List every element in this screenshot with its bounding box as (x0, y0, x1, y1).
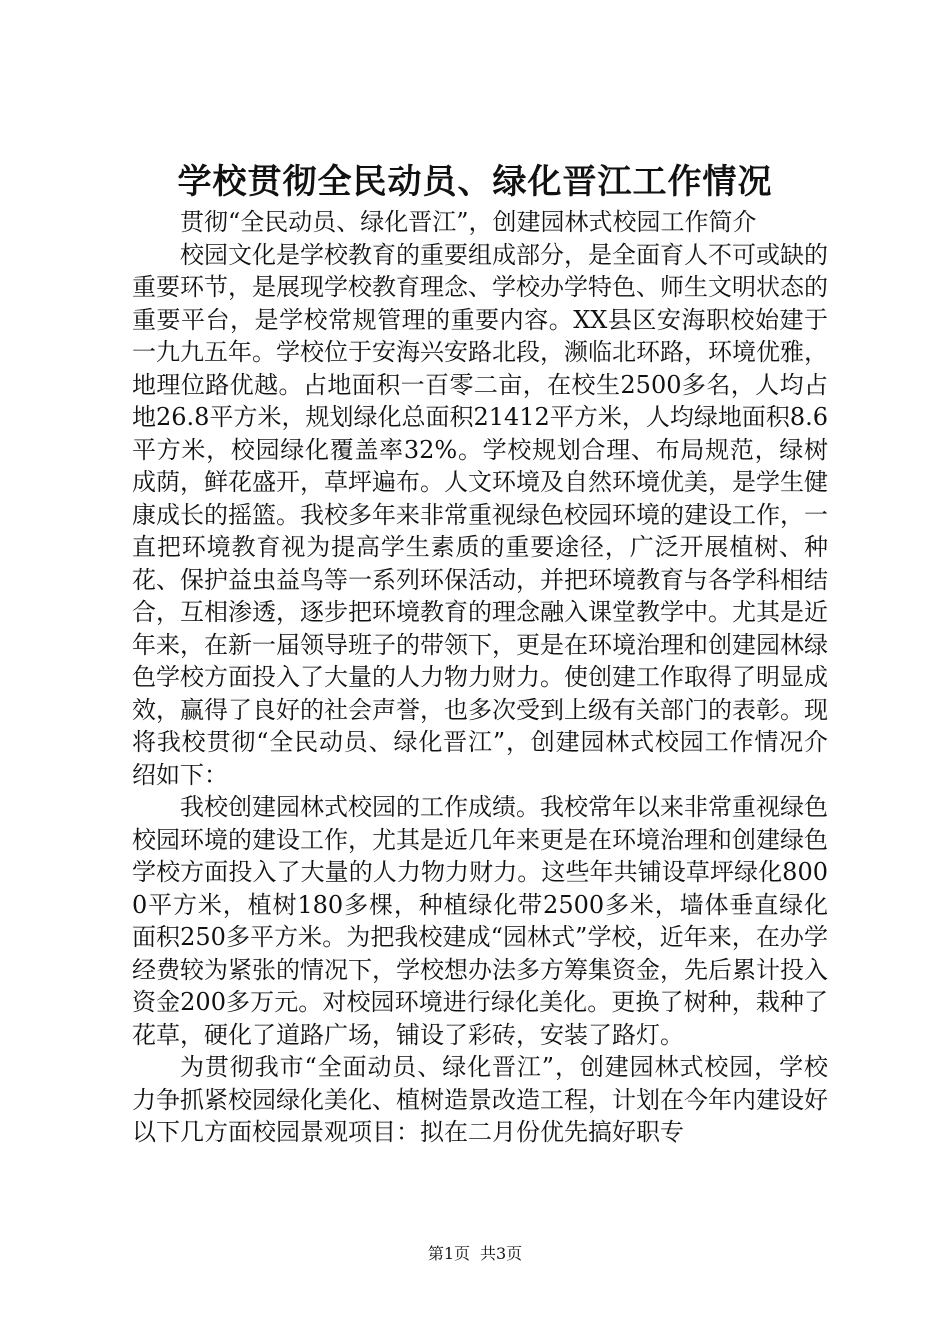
page-total: 共3页 (480, 1244, 523, 1263)
paragraph-intro-heading: 贯彻“全民动员、绿化晋江”，创建园林式校园工作简介 (180, 208, 757, 236)
document-title: 学校贯彻全民动员、绿化晋江工作情况 (177, 162, 773, 202)
page-footer (0, 1244, 950, 1264)
paragraph-campus-culture: 校园文化是学校教育的重要组成部分，是全面育人不可或缺的重要环节，是展现学校教育理念、学校办学特色、师生文明状态的重要平台，是学校常规管理的重要内容。XX县区安海职校始建于一九九五年。学校位于安海兴安路北段，濒临北环路，环境优雅，地理位路优越。占地面积一百零二亩，在校生2500多名，人均占地26.8平方米，规划绿化总面积21412平方米，人均绿地面积8.6平方米，校园绿化覆盖率32%。学校规划合理、布局规范，绿树成荫，鲜花盛开，草坪遍布。人文环境及自然环境优美，是学生健康成长的摇篮。我校多年来非常重视绿色校园环境的建设工作，一直把环境教育视为提高学生素质的重要途径，广泛开展植树、种花、保护益虫益鸟等一系列环保活动，并把环境教育与各学科相结合，互相渗透，逐步把环境教育的理念融入课堂教学中。尤其是近年来，在新一届领导班子的带领下，更是在环境治理和创建园林绿色学校方面投入了大量的人力物力财力。使创建工作取得了明显成效，赢得了良好的社会声誉，也多次受到上级有关部门的表彰。现将我校贯彻“全民动员、绿化晋江”，创建园林式校园工作情况介绍如下： (132, 240, 828, 789)
paragraph-plans: 为贯彻我市“全面动员、绿化晋江”，创建园林式校园，学校力争抓紧校园绿化美化、植树造景改造工程，计划在今年内建设好以下几方面校园景观项目：拟在二月份优先搞好职专 (132, 1053, 828, 1146)
paragraph-achievements: 我校创建园林式校园的工作成绩。我校常年以来非常重视绿色校园环境的建设工作，尤其是近几年来更是在环境治理和创建绿色学校方面投入了大量的人力物力财力。这些年共铺设草坪绿化8000平方米，植树180多棵，种植绿化带2500多米，墙体垂直绿化面积250多平方米。为把我校建成“园林式”学校，近年来，在办学经费较为紧张的情况下，学校想办法多方筹集资金，先后累计投入资金200多万元。对校园环境进行绿化美化。更换了树种，栽种了花草，硬化了道路广场，铺设了彩砖，安装了路灯。 (132, 793, 828, 1049)
page-number: 第1页 (427, 1244, 470, 1263)
document-body (132, 206, 828, 1149)
